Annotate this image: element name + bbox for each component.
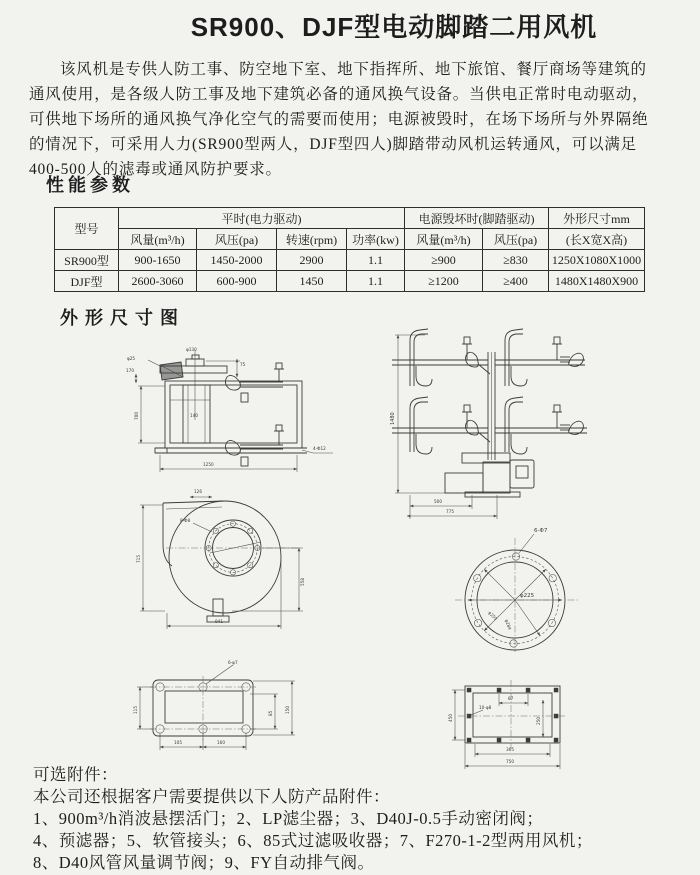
cell-airflow-pedal: ≥900: [405, 250, 483, 271]
dim-label: 715: [136, 555, 141, 563]
dim-label: φ225: [520, 593, 535, 599]
cell-pressure: 1450-2000: [197, 250, 277, 271]
performance-heading: 性能参数: [46, 175, 134, 195]
dim-label: 75: [240, 362, 246, 367]
dim-label: 775: [446, 509, 454, 514]
header-pressure-normal: 风压(pa): [197, 229, 277, 250]
header-model: 型号: [55, 208, 119, 250]
dim-label: 6-φ7: [228, 660, 238, 665]
intro-line: 该风机是专供人防工事、防空地下室、地下指挥所、地下旅馆、餐厅商场等建筑的: [60, 61, 647, 78]
accessories-line: 8、D40风管风量调节阀；9、FY自动排气阀。: [33, 853, 375, 872]
dim-label: 1480: [390, 412, 396, 425]
drawing-rect-flange-small: [133, 660, 295, 750]
dim-label: 87: [508, 696, 514, 701]
cell-pressure: 600-900: [197, 271, 277, 292]
dim-label: 115: [133, 706, 138, 714]
dimension-drawings: [0, 325, 700, 777]
cell-power: 1.1: [347, 271, 405, 292]
dim-label: 450: [448, 714, 453, 722]
page-title: SR900、DJF型电动脚踏二用风机: [190, 12, 598, 42]
dim-label: 160: [217, 740, 225, 745]
accessories-intro: 本公司还根据客户需要提供以下人防产品附件：: [33, 787, 390, 806]
table-row: [55, 229, 645, 250]
cell-speed: 1450: [277, 271, 347, 292]
dim-label: φ25: [127, 356, 136, 361]
dim-label: 250: [536, 717, 541, 725]
dim-label: 85: [268, 710, 273, 716]
cell-pressure-pedal: ≥400: [483, 271, 549, 292]
drawing-side-view: [126, 347, 333, 472]
header-pressure-pedal: 风压(pa): [483, 229, 549, 250]
cell-power: 1.1: [347, 250, 405, 271]
cell-dims: 1480X1480X900: [549, 271, 645, 292]
dim-label: 941: [215, 619, 223, 624]
dim-label: 6-Φ7: [534, 528, 548, 534]
cell-pressure-pedal: ≥830: [483, 250, 549, 271]
dim-label: 105: [174, 740, 182, 745]
cell-airflow: 900-1650: [119, 250, 197, 271]
cell-airflow-pedal: ≥1200: [405, 271, 483, 292]
header-group-outage: 电源毁坏时(脚踏驱动): [405, 208, 549, 229]
dim-label: 150: [285, 706, 290, 714]
header-speed: 转速(rpm): [277, 229, 347, 250]
header-power: 功率(kw): [347, 229, 405, 250]
drawing-round-flange: [455, 528, 580, 652]
drawing-top-view: [390, 329, 587, 519]
table-row: [55, 271, 645, 292]
dim-label: 1250: [203, 462, 214, 467]
dim-label: φ284: [504, 618, 513, 631]
dim-label: φ255: [487, 610, 499, 622]
header-dims: 外形尺寸mm: [549, 208, 645, 229]
cell-airflow: 2600-3060: [119, 271, 197, 292]
dim-label: 126: [194, 489, 202, 494]
accessories-heading: 可选附件：: [33, 765, 118, 784]
dim-label: 8-Φ8: [180, 518, 191, 523]
cell-dims: 1250X1080X1000: [549, 250, 645, 271]
dim-label: 4-Φ12: [313, 446, 326, 451]
intro-line: 的情况下，可采用人力(SR900型两人，DJF型四人)脚踏带动风机运转通风，可以满足: [29, 136, 637, 153]
accessories-line: 4、预滤器；5、软管接头；6、85式过滤吸收器；7、F270-1-2型两用风机；: [33, 831, 593, 850]
cell-model: SR900型: [55, 250, 119, 271]
performance-table: [54, 207, 645, 292]
header-group-normal: 平时(电力驱动): [119, 208, 405, 229]
dim-label: 558: [300, 578, 305, 586]
header-dims-sub: (长X宽X高): [549, 229, 645, 250]
intro-line: 通风使用，是各级人防工事及地下建筑必备的通风换气设备。当供电正常时电动驱动，: [29, 86, 649, 103]
accessories-line: 1、900m³/h消波悬摆活门；2、LP滤尘器；3、D40J-0.5手动密闭阀；: [33, 809, 544, 828]
dim-label: 365: [506, 747, 514, 752]
header-airflow-pedal: 风量(m³/h): [405, 229, 483, 250]
dim-label: 700: [134, 412, 139, 420]
drawing-rect-flange-large: [448, 680, 567, 769]
intro-paragraph: [29, 57, 648, 182]
intro-line: 400-500人的滤毒或通风防护要求。: [29, 161, 282, 178]
drawings-heading: 外形尺寸图: [60, 308, 185, 328]
drawing-volute-front: [136, 489, 305, 629]
dim-label: 140: [190, 413, 198, 418]
dim-label: 750: [506, 759, 514, 764]
table-row: [55, 250, 645, 271]
dim-label: 500: [434, 499, 442, 504]
dim-label: 170: [126, 368, 134, 373]
intro-line: 可供地下场所的通风换气净化空气的需要而使用；电源被毁时，在场下场所与外界隔绝: [29, 111, 649, 128]
cell-speed: 2900: [277, 250, 347, 271]
header-airflow-normal: 风量(m³/h): [119, 229, 197, 250]
cell-model: DJF型: [55, 271, 119, 292]
table-row: [55, 208, 645, 229]
dim-label: φ130: [186, 347, 197, 352]
accessories-section: [33, 764, 593, 874]
dim-label: 10-φ8: [479, 705, 492, 710]
